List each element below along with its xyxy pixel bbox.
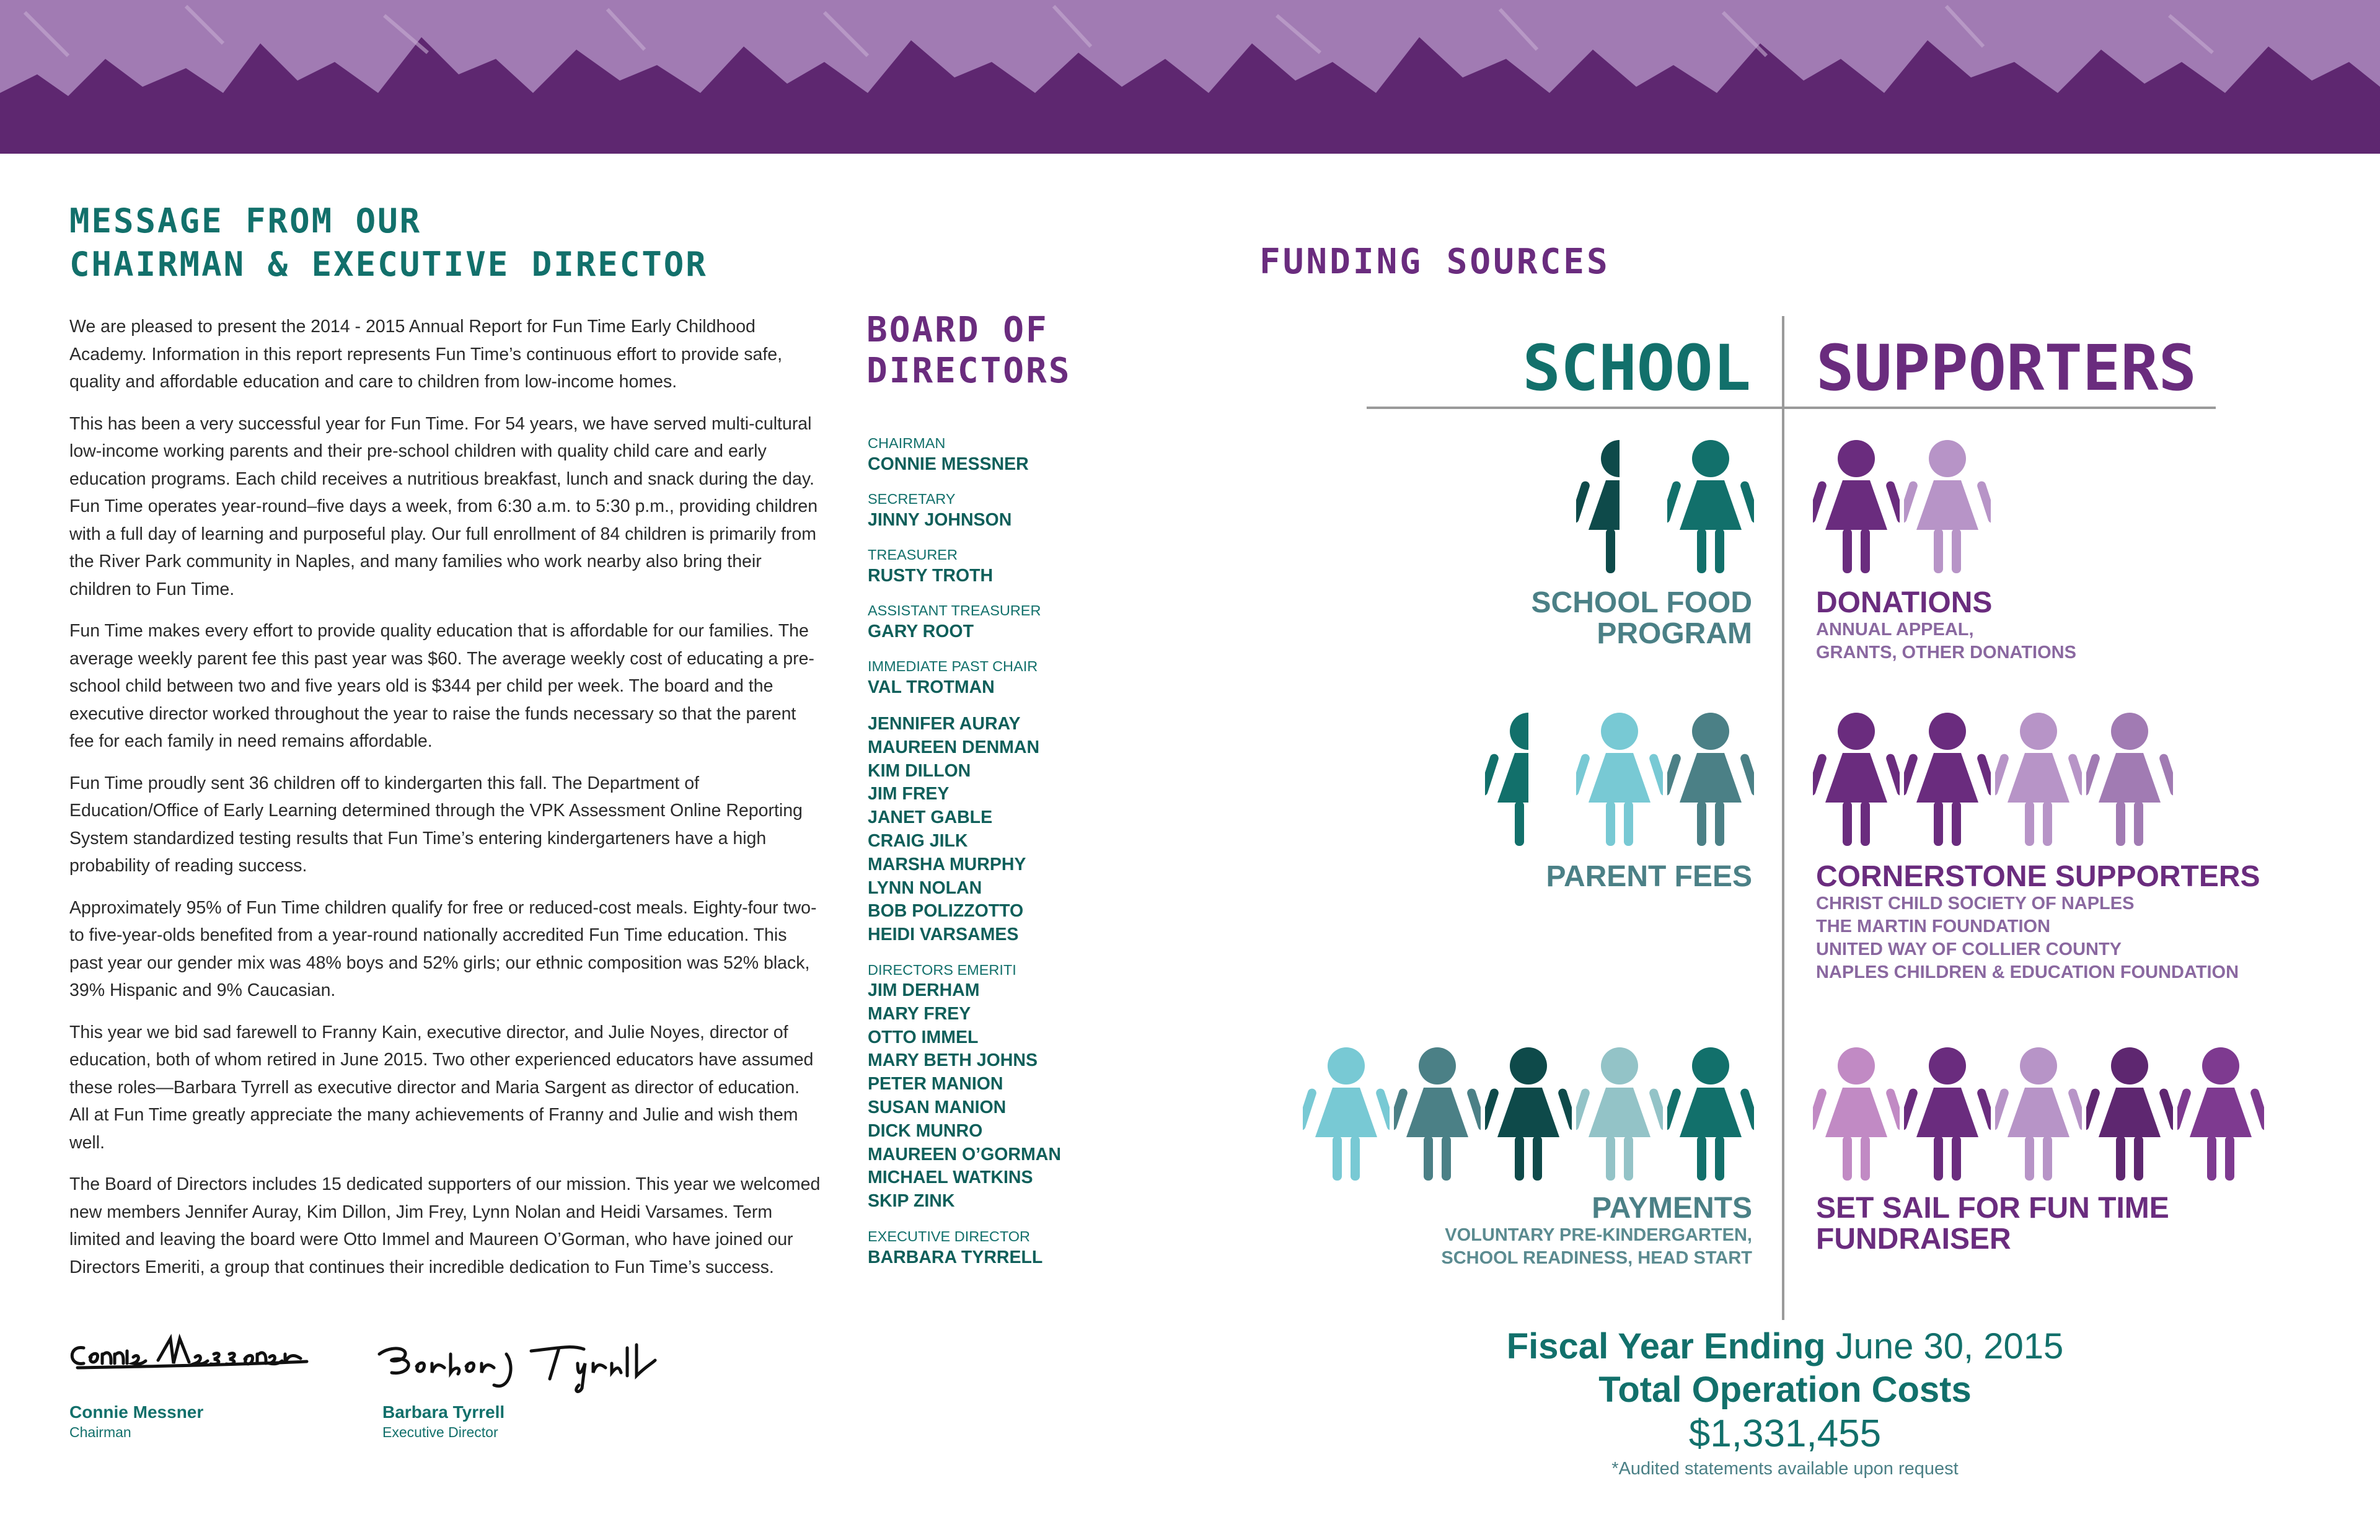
label-title: PAYMENTS	[1592, 1192, 1752, 1225]
child-figure-icon	[1995, 1044, 2082, 1187]
message-body	[69, 313, 822, 1295]
child-figure-icon	[1904, 1044, 1991, 1187]
signature-executive-director	[373, 1342, 658, 1401]
donations-figures	[1813, 437, 2061, 579]
label-sub: SCHOOL READINESS, HEAD START	[1441, 1248, 1752, 1268]
label-sub: VOLUNTARY PRE-KINDERGARTEN,	[1445, 1225, 1752, 1245]
officer-name: RUSTY TROTH	[868, 566, 994, 586]
parent-fees-figures	[1506, 710, 1754, 852]
executive-role: EXECUTIVE DIRECTOR	[868, 1228, 1031, 1244]
officer-role: IMMEDIATE PAST CHAIR	[868, 658, 1038, 674]
school-food-figures	[1611, 437, 1754, 579]
emeritus-name: SUSAN MANION	[868, 1097, 1007, 1117]
board-officer	[868, 434, 1103, 476]
message-paragraph: Fun Time proudly sent 36 children off to kindergarten this fall. The Department of Education/Office of Early Learning determined through the VPK Assessment Online Reporting System standardized testing results that Fun Time’s entering kindergarteners have a high probability of reading success.	[69, 773, 803, 876]
board-members	[868, 713, 1103, 947]
child-figure-icon	[1667, 1044, 1754, 1187]
board-title	[866, 310, 1071, 392]
cornerstone-label	[1816, 861, 2260, 984]
executive-name: BARBARA TYRRELL	[868, 1247, 1043, 1267]
donations-label	[1816, 587, 2076, 664]
board-officer	[868, 545, 1103, 587]
member-name: BOB POLIZZOTTO	[868, 901, 1024, 922]
label-sub: GRANTS, OTHER DONATIONS	[1816, 643, 2076, 662]
officer-role: ASSISTANT TREASURER	[868, 602, 1041, 618]
signer-name: Connie Messner	[69, 1402, 204, 1422]
signer-executive-director	[382, 1402, 505, 1441]
message-paragraph: The Board of Directors includes 15 dedicated supporters of our mission. This year we welcomed new members Jennifer Auray, Kim Dillon, Jim Frey, Lynn Nolan and Heidi Varsames. Term limited and leaving the board were Otto Immel and Maureen O’Gorman, who have joined our Directors Emeriti, a group that continues their incredible dedication to Fun Time’s success.	[69, 1174, 821, 1277]
signer-chairman	[69, 1402, 203, 1441]
member-name: HEIDI VARSAMES	[868, 925, 1019, 945]
emeritus-name: OTTO IMMEL	[868, 1027, 979, 1047]
emeritus-name: PETER MANION	[868, 1074, 1003, 1094]
total-value: $1,331,455	[1688, 1412, 1882, 1455]
board-officer	[868, 490, 1103, 532]
officer-name: GARY ROOT	[868, 622, 974, 641]
message-title-line-2: CHAIRMAN & EXECUTIVE DIRECTOR	[69, 245, 708, 284]
total-label: Total Operation Costs	[1598, 1370, 1972, 1410]
board-title-line-1: BOARD OF	[866, 310, 1049, 350]
fiscal-date: June 30, 2015	[1835, 1326, 2064, 1366]
child-figure-icon	[1904, 710, 1991, 852]
signer-name: Barbara Tyrrell	[382, 1402, 505, 1422]
emeritus-name: SKIP ZINK	[868, 1191, 955, 1212]
label-sub: CHRIST CHILD SOCIETY OF NAPLES	[1816, 894, 2135, 913]
heading-divider	[1367, 407, 2216, 409]
officer-role: CHAIRMAN	[868, 435, 946, 451]
message-paragraph: Approximately 95% of Fun Time children qualify for free or reduced-cost meals. Eighty-four two- to five-year-olds benefited from a year-round nationally accredited Fun Time education. This past year our gender mix was 48% boys and 52% girls; our ethnic composition was 52% black, 39% Hispanic and 9% Caucasian.	[69, 897, 817, 1000]
payments-figures	[1295, 1044, 1754, 1187]
member-name: LYNN NOLAN	[868, 878, 982, 898]
child-figure-icon	[2177, 1044, 2264, 1187]
child-figure-icon	[1813, 710, 1900, 852]
member-name: MAUREEN DENMAN	[868, 737, 1040, 757]
fiscal-summary	[1395, 1325, 2175, 1481]
message-title-line-1: MESSAGE FROM OUR	[69, 201, 422, 240]
emeritus-name: DICK MUNRO	[868, 1120, 983, 1141]
mountain-banner	[0, 0, 2380, 154]
school-column-heading: SCHOOL	[1522, 332, 1751, 405]
fundraiser-figures	[1813, 1044, 2272, 1187]
emeritus-name: MARY BETH JOHNS	[868, 1050, 1038, 1071]
fundraiser-label	[1816, 1193, 2169, 1255]
cornerstone-figures	[1813, 710, 2185, 852]
officer-name: VAL TROTMAN	[868, 677, 995, 697]
board-emeriti	[868, 961, 1103, 1213]
label-sub: UNITED WAY OF COLLIER COUNTY	[1816, 939, 2122, 959]
member-name: CRAIG JILK	[868, 830, 968, 851]
message-paragraph: This year we bid sad farewell to Franny Kain, executive director, and Julie Noyes, director of education, both of whom retired in June 2015. Two other experienced educators have assumed these roles—Barbara Tyrrell as executive director and Maria Sargent as director of education. All at Fun Time greatly appreciate the many achievements of Franny and Julie and wish them well.	[69, 1022, 814, 1153]
supporters-column-heading: SUPPORTERS	[1816, 332, 2197, 405]
child-figure-icon	[1303, 1044, 1390, 1187]
label-title: PARENT FEES	[1546, 860, 1752, 893]
label-title: CORNERSTONE SUPPORTERS	[1816, 860, 2260, 893]
child-figure-icon	[1813, 437, 1900, 579]
emeritus-name: MARY FREY	[868, 1003, 971, 1024]
label-sub: ANNUAL APPEAL,	[1816, 620, 1974, 640]
label-title: SCHOOL FOOD	[1531, 586, 1752, 619]
fiscal-year-line	[1395, 1325, 2175, 1368]
officer-role: SECRETARY	[868, 491, 956, 507]
member-name: MARSHA MURPHY	[868, 854, 1026, 874]
child-figure-icon	[1576, 710, 1663, 852]
signer-role: Chairman	[69, 1424, 131, 1440]
child-figure-icon	[1576, 1044, 1663, 1187]
label-sub: NAPLES CHILDREN & EDUCATION FOUNDATION	[1816, 962, 2239, 982]
message-paragraph: We are pleased to present the 2014 - 2015 Annual Report for Fun Time Early Childhood Academy. Information in this report represents Fun Time’s continuous effort to provide safe, quality and affordable education and care to children from low-income homes.	[69, 317, 783, 392]
message-paragraph: Fun Time makes every effort to provide quality education that is affordable for our families. The average weekly parent fee this past year was $60. The average weekly cost of educating a pre-school child between two and five years old is $344 per child per week. The board and the executive director worked throughout the year to raise the funds necessary so that the parent fee for each family in need remains affordable.	[69, 621, 814, 751]
label-title: SET SAIL FOR FUN TIME	[1816, 1192, 2169, 1225]
member-name: JIM FREY	[868, 784, 950, 804]
board-list	[868, 434, 1103, 1283]
emeritus-name: MAUREEN O’GORMAN	[868, 1144, 1061, 1164]
column-divider	[1782, 316, 1784, 1320]
message-paragraph: This has been a very successful year for Fun Time. For 54 years, we have served multi-cultural low-income working parents and their pre-school children with quality child care and early education programs. Each child receives a nutritious breakfast, lunch and snack during the day. Fun Time operates year-round–five days a week, from 6:30 a.m. to 5:30 p.m., providing children with a full day of learning and purposeful play. Our full enrollment of 84 children is primarily from the River Park community in Naples, and many families who work nearby also bring their children to Fun Time.	[69, 413, 818, 599]
child-figure-icon	[1667, 437, 1754, 579]
officer-name: JINNY JOHNSON	[868, 510, 1012, 530]
label-title: DONATIONS	[1816, 586, 1993, 619]
board-officer	[868, 601, 1103, 643]
emeritus-name: JIM DERHAM	[868, 980, 980, 1000]
half-child-figure-icon	[1576, 437, 1663, 579]
member-name: KIM DILLON	[868, 760, 971, 781]
board-officer	[868, 657, 1103, 699]
child-figure-icon	[1667, 710, 1754, 852]
emeriti-role: DIRECTORS EMERITI	[868, 961, 1016, 978]
child-figure-icon	[1995, 710, 2082, 852]
child-figure-icon	[2086, 710, 2173, 852]
label-title: PROGRAM	[1597, 617, 1752, 650]
officer-name: CONNIE MESSNER	[868, 454, 1029, 474]
child-figure-icon	[1394, 1044, 1481, 1187]
child-figure-icon	[1813, 1044, 1900, 1187]
audit-note: *Audited statements available upon request	[1611, 1459, 1959, 1479]
emeritus-name: MICHAEL WATKINS	[868, 1168, 1033, 1188]
child-figure-icon	[2086, 1044, 2173, 1187]
message-title	[69, 200, 708, 286]
board-title-line-2: DIRECTORS	[866, 351, 1072, 391]
label-title: FUNDRAISER	[1816, 1223, 2011, 1256]
officer-role: TREASURER	[868, 547, 958, 563]
fiscal-label: Fiscal Year Ending	[1506, 1326, 1826, 1366]
funding-title: FUNDING SOURCES	[1259, 242, 1610, 282]
child-figure-icon	[1904, 437, 1991, 579]
label-sub: THE MARTIN FOUNDATION	[1816, 917, 2051, 936]
half-child-figure-icon	[1485, 710, 1572, 852]
signer-role: Executive Director	[382, 1424, 498, 1440]
parent-fees-label	[1546, 861, 1752, 892]
payments-label	[1441, 1193, 1752, 1270]
member-name: JANET GABLE	[868, 807, 993, 828]
school-food-label	[1532, 587, 1752, 649]
signature-chairman	[65, 1329, 313, 1382]
child-figure-icon	[1485, 1044, 1572, 1187]
member-name: JENNIFER AURAY	[868, 714, 1021, 734]
board-executive	[868, 1227, 1103, 1269]
